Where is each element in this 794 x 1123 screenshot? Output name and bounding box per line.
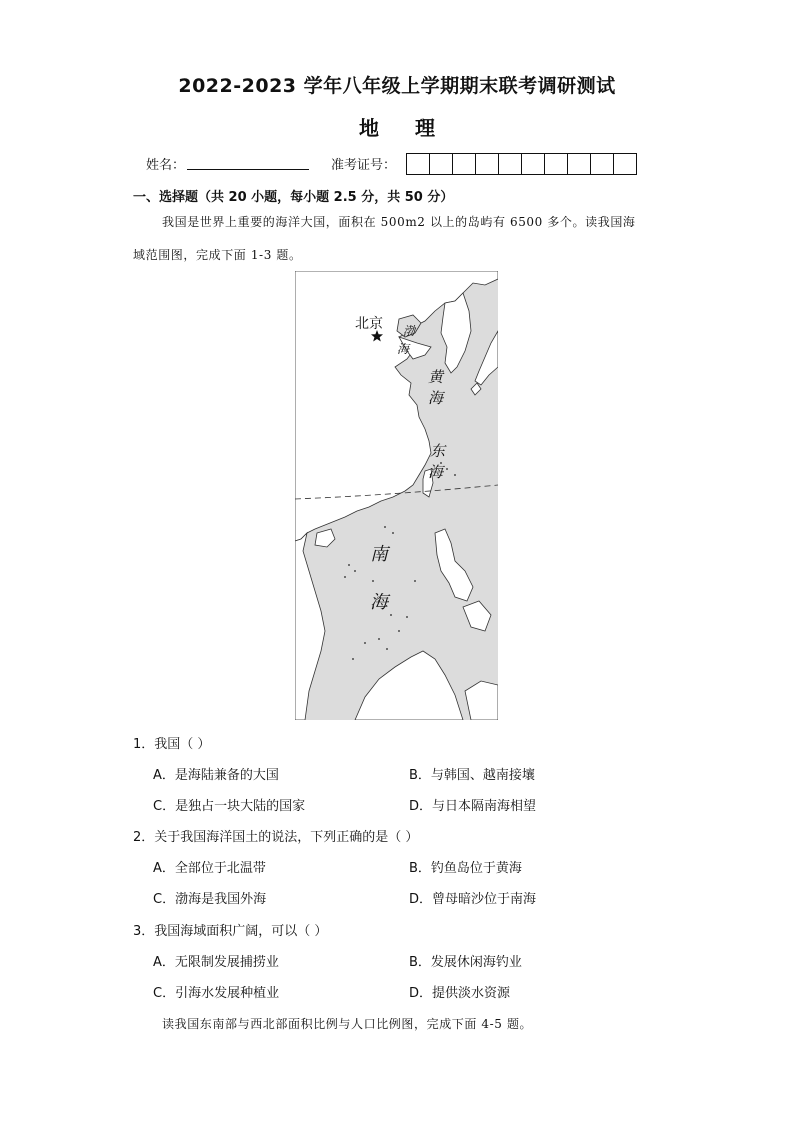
question-1-option-a[interactable]: A．是海陆兼备的大国 [153, 768, 279, 783]
map-label-huanghai-2: 海 [428, 389, 444, 407]
exam-number-boxes[interactable] [407, 153, 637, 175]
question-3-stem: 3．我国海域面积广阔，可以（ ） [133, 924, 328, 939]
question-1-option-d[interactable]: D．与日本隔南海相望 [409, 799, 537, 814]
exam-number-box[interactable] [544, 153, 568, 175]
map-label-nanhai-2: 海 [370, 592, 388, 613]
exam-number-box[interactable] [406, 153, 430, 175]
question-3-option-c[interactable]: C．引海水发展种植业 [153, 986, 280, 1001]
map-label-donghai-2: 海 [428, 463, 444, 481]
china-sea-map [295, 271, 498, 720]
map-label-donghai-1: 东 [430, 442, 446, 460]
exam-number-box[interactable] [567, 153, 591, 175]
exam-number-box[interactable] [498, 153, 522, 175]
name-label: 姓名： [146, 158, 186, 173]
exam-number-box[interactable] [590, 153, 614, 175]
question-2-option-a[interactable]: A．全部位于北温带 [153, 861, 266, 876]
exam-number-label: 准考证号： [331, 158, 397, 173]
intro-2-line-1: 读我国东南部与西北部面积比例与人口比例图，完成下面 4-5 题。 [162, 1017, 533, 1031]
question-3-option-b[interactable]: B．发展休闲海钓业 [409, 955, 522, 970]
map-label-beijing: 北京 [355, 316, 383, 332]
question-1-option-c[interactable]: C．是独占一块大陆的国家 [153, 799, 306, 814]
page-title: 2022-2023 学年八年级上学期期末联考调研测试 [178, 75, 616, 97]
map-label-nanhai-1: 南 [370, 544, 388, 565]
question-2-option-c[interactable]: C．渤海是我国外海 [153, 892, 267, 907]
exam-number-box[interactable] [429, 153, 453, 175]
question-2-stem: 2．关于我国海洋国土的说法，下列正确的是（ ） [133, 830, 419, 845]
exam-number-box[interactable] [521, 153, 545, 175]
subject-title: 地理 [359, 116, 471, 140]
question-2-option-b[interactable]: B．钓鱼岛位于黄海 [409, 861, 522, 876]
question-2-option-d[interactable]: D．曾母暗沙位于南海 [409, 892, 537, 907]
question-1-stem: 1．我国（ ） [133, 737, 211, 752]
intro-line-2: 域范围图，完成下面 1-3 题。 [133, 248, 302, 262]
question-3-option-a[interactable]: A．无限制发展捕捞业 [153, 955, 279, 970]
exam-number-box[interactable] [475, 153, 499, 175]
map-label-huanghai-1: 黄 [428, 368, 444, 386]
question-3-option-d[interactable]: D．提供淡水资源 [409, 986, 511, 1001]
map-label-bohai-1: 渤 [403, 324, 416, 338]
question-1-option-b[interactable]: B．与韩国、越南接壤 [409, 768, 535, 783]
name-field[interactable] [187, 169, 309, 170]
exam-number-box[interactable] [613, 153, 637, 175]
map-label-bohai-2: 海 [397, 342, 410, 356]
intro-line-1: 我国是世界上重要的海洋大国，面积在 500m2 以上的岛屿有 6500 多个。读我国海 [162, 215, 636, 229]
exam-number-box[interactable] [452, 153, 476, 175]
section-heading: 一、选择题（共 20 小题，每小题 2.5 分，共 50 分） [133, 190, 454, 205]
